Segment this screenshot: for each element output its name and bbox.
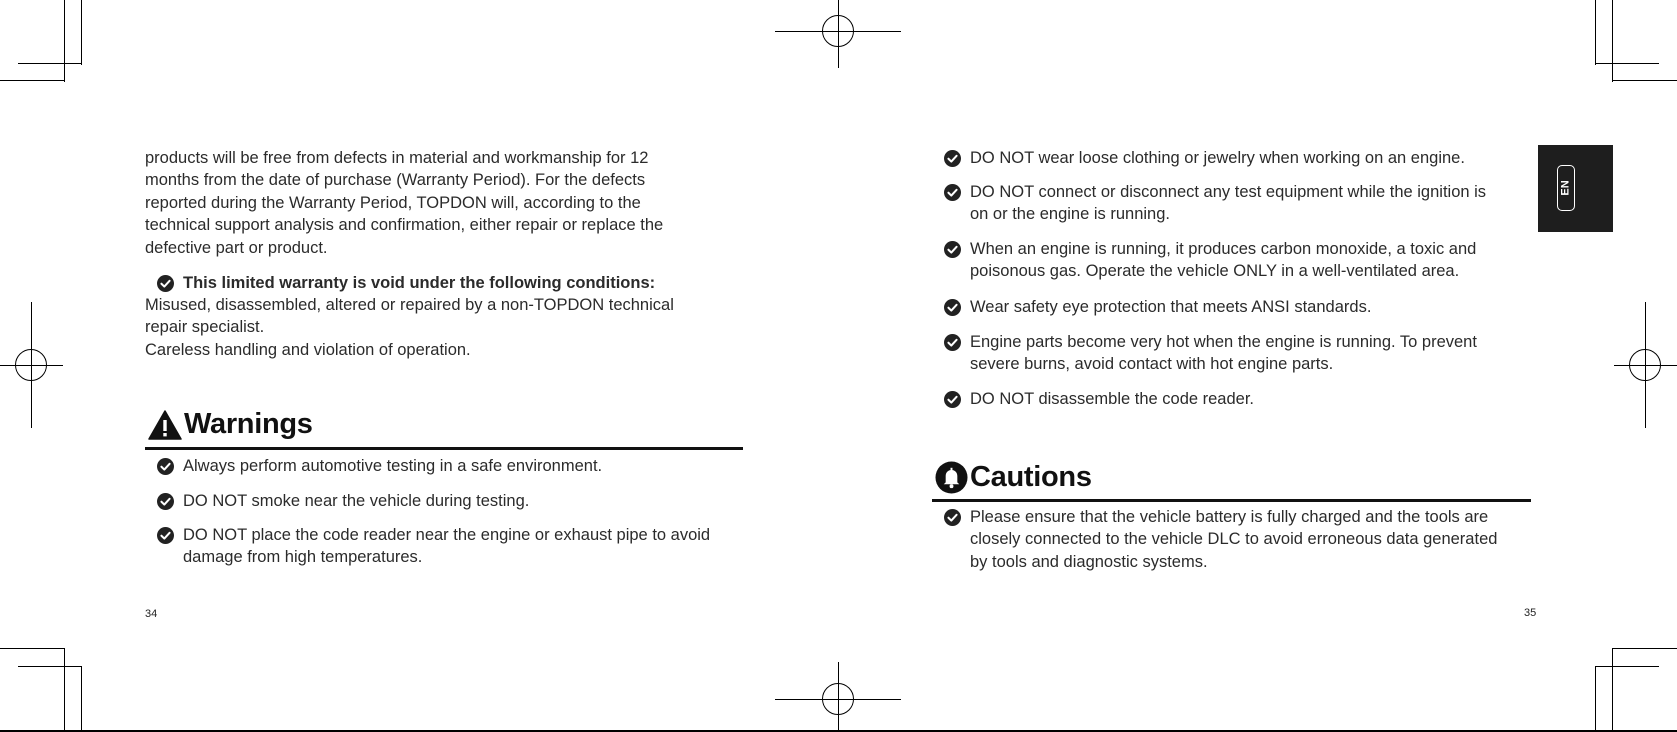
void-heading-text: This limited warranty is void under the following conditions: — [183, 274, 656, 292]
warnings-heading — [148, 408, 313, 441]
text-line: defective part or product. — [145, 238, 328, 257]
section-divider — [932, 499, 1531, 502]
cautions-heading — [935, 461, 1092, 494]
check-circle-icon — [944, 241, 961, 258]
warning-triangle-icon — [148, 410, 182, 440]
warning-text: Engine parts become very hot when the engine is running. To prevent severe burns, avoid contact with hot engine parts. — [970, 333, 1477, 374]
right-page — [838, 0, 1677, 732]
warning-text: Always perform automotive testing in a safe environment. — [183, 457, 603, 475]
check-circle-icon — [157, 275, 174, 292]
page-number: 34 — [145, 608, 158, 620]
language-badge — [1557, 165, 1575, 211]
check-circle-icon — [157, 493, 174, 510]
list-item — [944, 331, 1522, 376]
text-line: reported during the Warranty Period, TOPDON will, according to the — [145, 193, 641, 212]
check-circle-icon — [944, 150, 961, 167]
language-tab — [1538, 145, 1613, 232]
list-item — [157, 490, 757, 512]
warning-text: Wear safety eye protection that meets ANSI standards. — [970, 298, 1372, 316]
check-circle-icon — [157, 527, 174, 544]
left-page — [0, 0, 838, 732]
list-item — [157, 455, 757, 477]
check-circle-icon — [944, 334, 961, 351]
void-conditions-list — [145, 294, 765, 361]
section-title: Warnings — [184, 408, 313, 440]
warning-text: DO NOT place the code reader near the engine or exhaust pipe to avoid damage from high temperatures. — [183, 526, 711, 567]
check-circle-icon — [157, 458, 174, 475]
warranty-paragraph — [145, 147, 765, 259]
warning-text: DO NOT smoke near the vehicle during testing. — [183, 492, 530, 510]
list-item — [944, 506, 1512, 573]
check-circle-icon — [944, 299, 961, 316]
warning-text: DO NOT connect or disconnect any test equipment while the ignition is on or the engine is running. — [970, 183, 1487, 224]
language-label: EN — [1560, 180, 1572, 196]
bell-circle-icon — [935, 461, 968, 494]
list-item — [157, 524, 757, 569]
text-line: Misused, disassembled, altered or repaired by a non-TOPDON technical — [145, 296, 674, 314]
caution-text: Please ensure that the vehicle battery is fully charged and the tools are closely connected to the vehicle DLC to avoid erroneous data generated by tools and diagnostic systems. — [970, 508, 1498, 571]
list-item — [944, 296, 1564, 318]
list-item — [944, 388, 1564, 410]
list-item — [944, 238, 1512, 283]
check-circle-icon — [944, 184, 961, 201]
page-number: 35 — [1524, 607, 1537, 619]
section-title: Cautions — [970, 461, 1092, 493]
warning-text: When an engine is running, it produces carbon monoxide, a toxic and poisonous gas. Operate the vehicle ONLY in a well-ventilated area. — [970, 240, 1477, 281]
list-item — [944, 181, 1504, 226]
warning-text: DO NOT wear loose clothing or jewelry when working on an engine. — [970, 149, 1465, 167]
section-divider — [145, 447, 743, 450]
warning-text: DO NOT disassemble the code reader. — [970, 390, 1254, 408]
text-line: products will be free from defects in material and workmanship for 12 — [145, 149, 649, 167]
text-line: technical support analysis and confirmation, either repair or replace the — [145, 216, 664, 235]
list-item — [944, 147, 1564, 169]
check-circle-icon — [944, 391, 961, 408]
text-line: repair specialist. — [145, 318, 265, 337]
check-circle-icon — [944, 509, 961, 526]
void-conditions-heading — [157, 272, 777, 294]
text-line: months from the date of purchase (Warranty Period). For the defects — [145, 171, 646, 190]
text-line: Careless handling and violation of operation. — [145, 340, 471, 359]
